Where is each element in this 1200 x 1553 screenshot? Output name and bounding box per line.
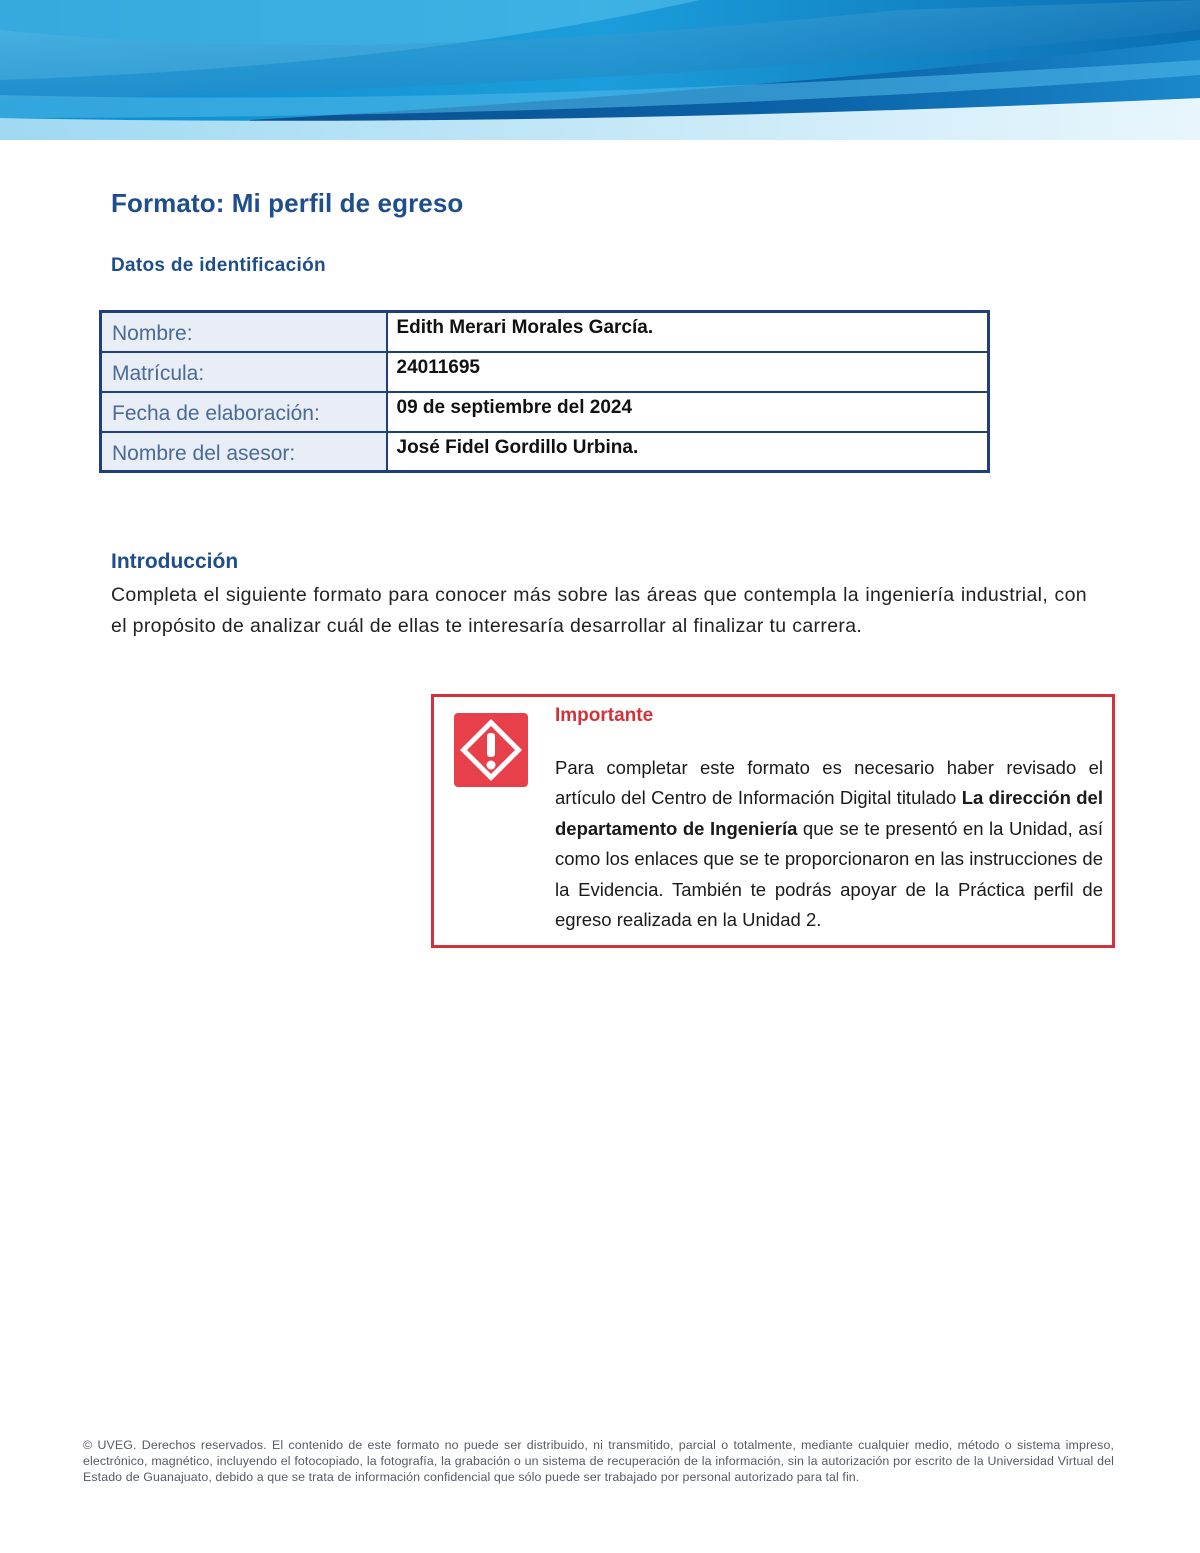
introduction-text: Completa el siguiente formato para conocer más sobre las áreas que contempla la ingeniería industrial, con el propósito de analizar cuál de ellas te interesaría desarrollar al finalizar tu carrera.	[111, 584, 1087, 637]
important-text-bold: La dirección del departamento de Ingeniería	[555, 787, 1103, 839]
header-banner	[0, 0, 1200, 145]
important-title: Importante	[555, 705, 654, 726]
section-heading-identification: Datos de identificación	[111, 255, 326, 276]
table-row	[101, 352, 989, 392]
label-name: Nombre:	[101, 312, 387, 352]
document-title: Formato: Mi perfil de egreso	[111, 188, 464, 218]
value-name: Edith Merari Morales García.	[387, 312, 989, 352]
table-row	[101, 312, 989, 352]
identification-table	[99, 310, 990, 473]
important-text-part-2: que se te presentó en la Unidad, así como los enlaces que se te proporcionaron en las instrucciones de la Evidencia. También te podrás apoyar de la Práctica perfil de egreso realizada en la Unidad 2.	[555, 817, 1103, 931]
introduction-heading: Introducción	[111, 550, 239, 573]
important-text	[555, 753, 1103, 935]
value-date: 09 de septiembre del 2024	[387, 392, 989, 432]
label-matricula: Matrícula:	[101, 352, 387, 392]
value-advisor: José Fidel Gordillo Urbina.	[387, 432, 989, 472]
label-date: Fecha de elaboración:	[101, 392, 387, 432]
important-text-part-1: Para completar este formato es necesario haber revisado el artículo del Centro de Información Digital titulado	[555, 757, 1103, 809]
copyright-footer: © UVEG. Derechos reservados. El contenido de este formato no puede ser distribuido, ni transmitido, parcial o totalmente, mediante cualquier medio, método o sistema impreso, electrónico, magnético, incluyendo el fotocopiado, la fotografía, la grabación o un sistema de recuperación de la información, sin la autorización por escrito de la Universidad Virtual del Estado de Guanajuato, debido a que se trata de información confidencial que sólo puede ser trabajado por personal autorizado para tal fin.	[83, 1438, 1114, 1484]
important-notice-box	[431, 694, 1115, 948]
table-row	[101, 432, 989, 472]
value-matricula: 24011695	[387, 352, 989, 392]
table-row	[101, 392, 989, 432]
warning-icon	[454, 713, 528, 787]
label-advisor: Nombre del asesor:	[101, 432, 387, 472]
